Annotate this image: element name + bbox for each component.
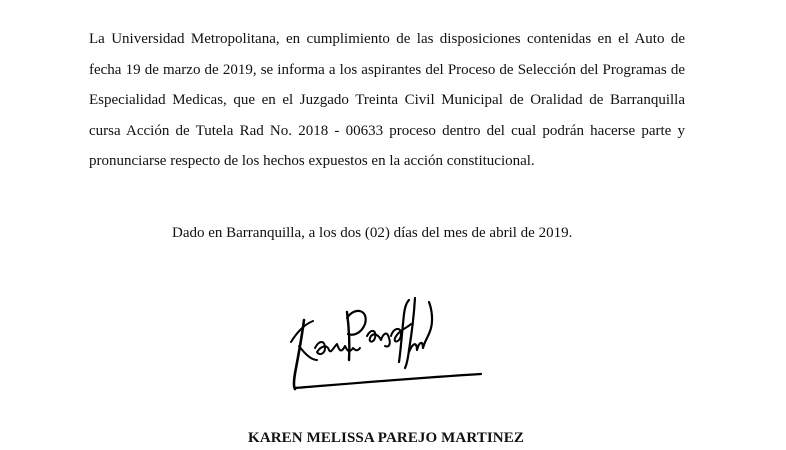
date-line: Dado en Barranquilla, a los dos (02) días del mes de abril de 2019.: [172, 225, 573, 241]
signer-name-text: KAREN MELISSA PAREJO MARTINEZ: [248, 430, 524, 446]
notice-paragraph: La Universidad Metropolitana, en cumplimiento de las disposiciones contenidas en el Auto de fecha 19 de marzo de 2019, se informa a los aspirantes del Proceso de Selección del Programas de Especialidad Medicas, que en el Juzgado Treinta Civil Municipal de Oralidad de Barranquilla cursa Acción de Tutela Rad No. 2018 - 00633 proceso dentro del cual podrán hacerse parte y pronunciarse respecto de los hechos expuestos en la acción constitucional.: [89, 31, 685, 169]
handwritten-signature-icon: [275, 288, 495, 400]
signer-name: [0, 426, 786, 450]
